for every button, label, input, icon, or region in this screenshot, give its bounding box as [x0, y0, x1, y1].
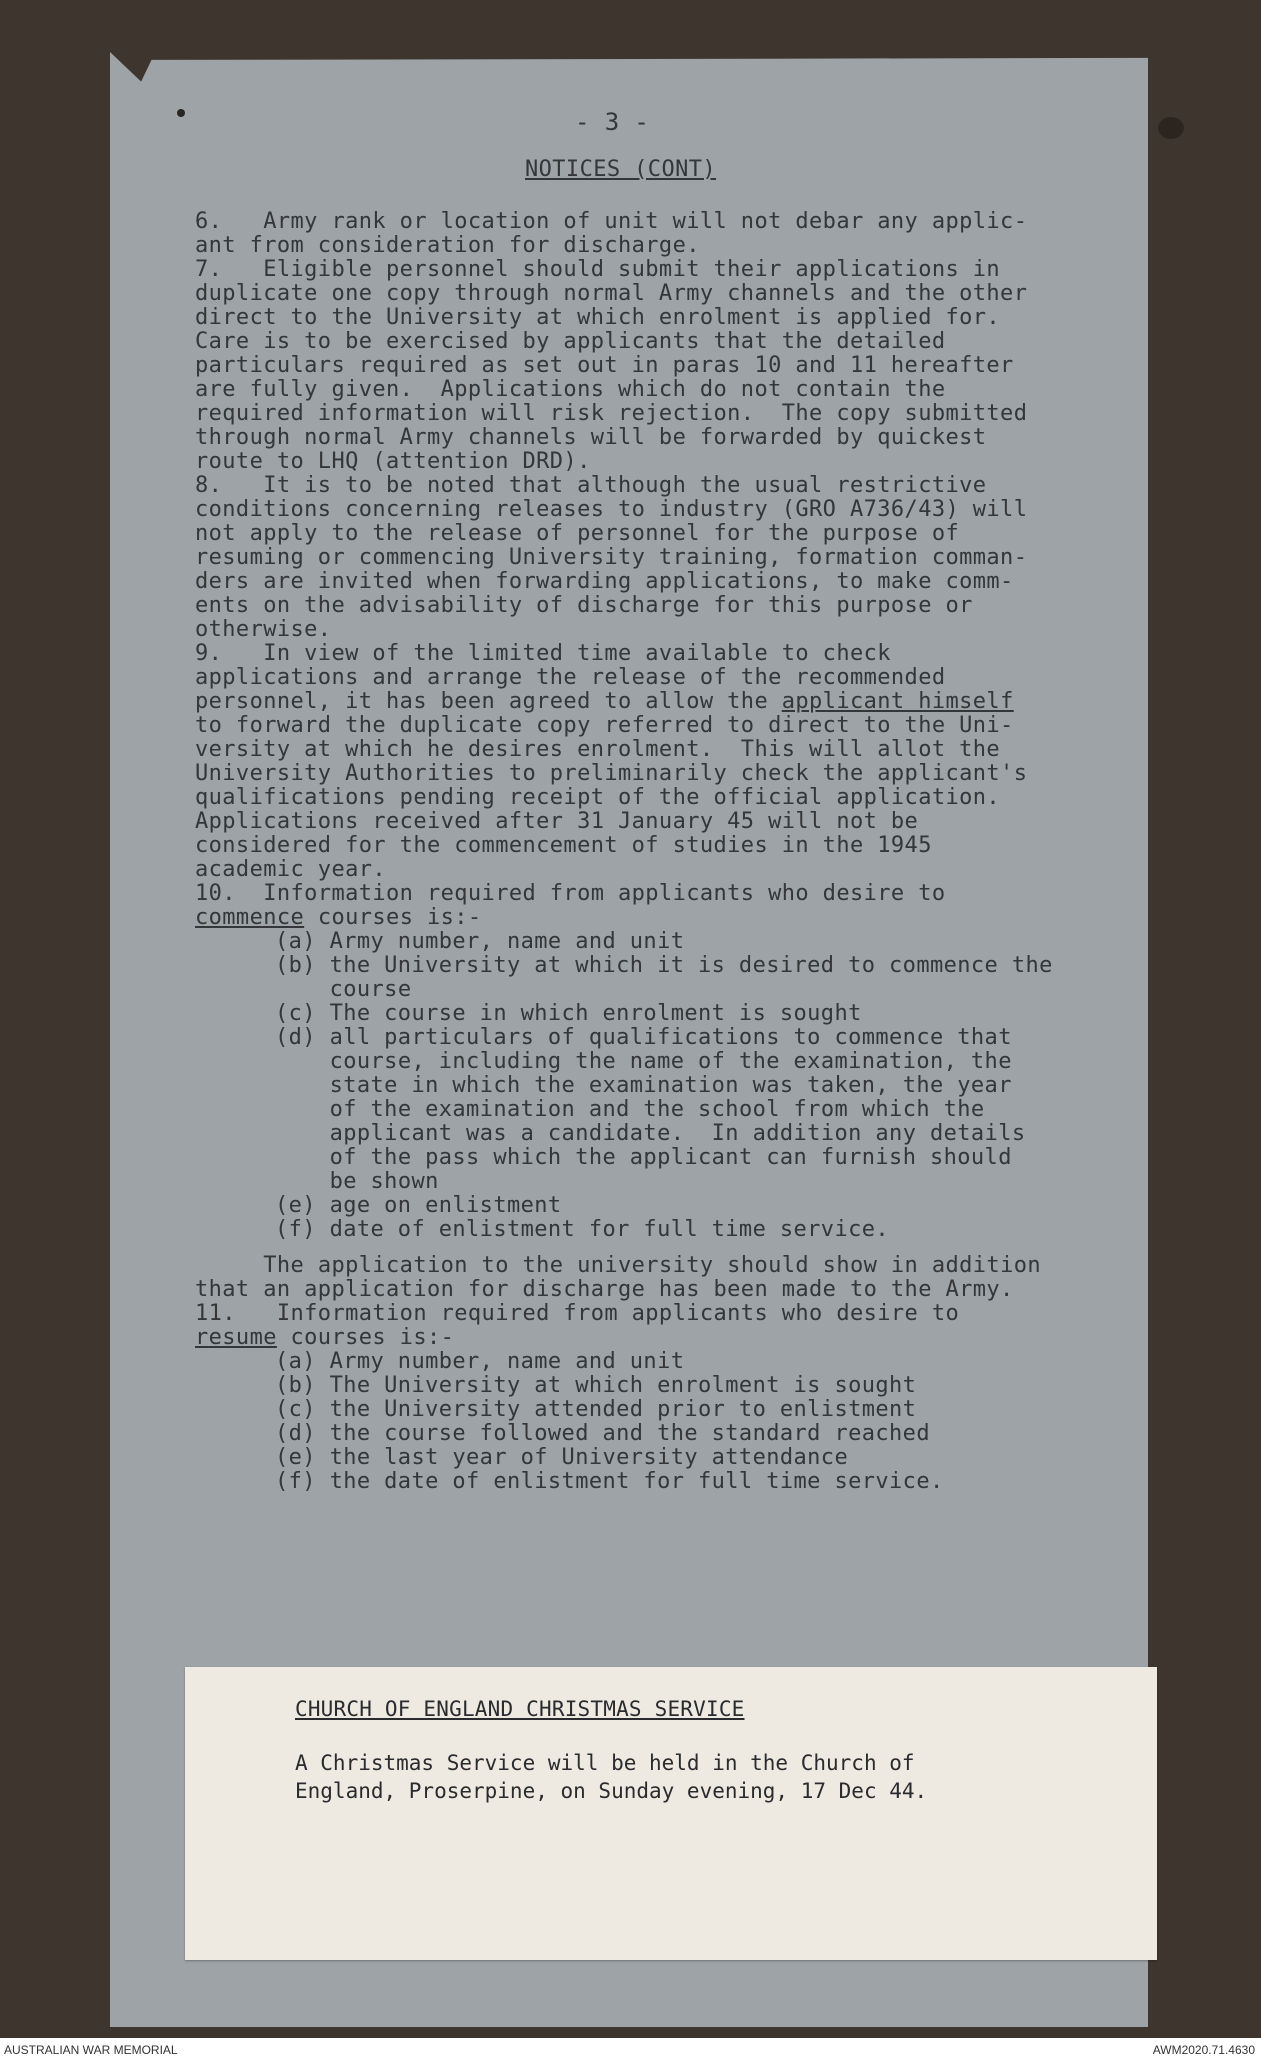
list-commence-requirements — [195, 930, 1125, 1242]
page-number: - 3 - — [575, 108, 650, 136]
paragraph-9-part-b: to forward the duplicate copy referred to direct to the Uni- versity at which he desires enrolment. This will allot the University Authorities to preliminarily check the applicant's qualifications pending receipt of the official application. Applications received after 31 January 45 will not be considered for the commencement of studies in the 1945 academic year. — [195, 713, 1028, 882]
footer-institution: AUSTRALIAN WAR MEMORIAL — [4, 2043, 178, 2057]
paragraph-6: 6. Army rank or location of unit will not debar any applic- ant from consideration for discharge. — [195, 209, 1028, 258]
list-item: (f) the date of enlistment for full time service. — [275, 1469, 944, 1494]
paragraph-10 — [195, 882, 1125, 930]
footer-accession-number: AWM2020.71.4630 — [1152, 2043, 1255, 2057]
list-item: (b) the University at which it is desired to commence the course — [275, 953, 1053, 1002]
punch-hole — [177, 109, 185, 117]
paragraph-8: 8. It is to be noted that although the usual restrictive conditions concerning releases to industry (GRO A736/43) will not apply to the release of personnel for the purpose of resuming or commencing University training, formation comman- ders are invited when forwarding applications, to make comm- ents on the advisability of discharge for this purpose or otherwise. — [195, 473, 1028, 642]
list-item: (d) the course followed and the standard reached — [275, 1421, 930, 1446]
footer-bar — [0, 2038, 1261, 2061]
paragraph-10-after: The application to the university should show in addition that an application for discharge has been made to the Army. — [195, 1253, 1042, 1302]
page-heading: NOTICES (CONT) — [525, 157, 717, 182]
paragraph-10-part-b: courses is:- — [304, 905, 482, 930]
list-item: (b) The University at which enrolment is sought — [275, 1373, 917, 1398]
paragraph-10-part-a: 10. Information required from applicants who desire to — [195, 881, 946, 906]
list-item: (d) all particulars of qualifications to commence that course, including the name of the examination, the state in which the examination was taken, the year of the examination and the school from which the applicant was a candidate. In addition any details of the pass which the applicant can furnish should be shown — [275, 1025, 1026, 1194]
list-item: (c) the University attended prior to enlistment — [275, 1397, 917, 1422]
paragraph-11-part-a: 11. Information required from applicants who desire to — [195, 1301, 960, 1326]
list-item: (e) the last year of University attendance — [275, 1445, 849, 1470]
paragraph-10-underlined: commence — [195, 905, 305, 930]
paragraph-9-part-a: 9. In view of the limited time available to check applications and arrange the release of the recommended personnel, it has been agreed to allow the — [195, 641, 946, 714]
paragraph-11-underlined: resume — [195, 1325, 277, 1350]
paragraph-11 — [195, 1302, 1125, 1350]
church-service-clipping — [185, 1667, 1157, 1960]
paragraph-9 — [195, 642, 1125, 882]
punch-hole — [1158, 117, 1184, 139]
list-item: (c) The course in which enrolment is sought — [275, 1001, 862, 1026]
notices-text — [195, 210, 1125, 1494]
paragraph-11-part-b: courses is:- — [276, 1325, 455, 1350]
list-item: (e) age on enlistment — [275, 1193, 562, 1218]
clipping-body: A Christmas Service will be held in the Church of England, Proserpine, on Sunday evening, 17 Dec 44. — [295, 1751, 928, 1803]
paragraph-9-underlined: applicant himself — [781, 689, 1014, 714]
list-item: (a) Army number, name and unit — [275, 929, 685, 954]
list-resume-requirements — [195, 1350, 1125, 1494]
list-item: (f) date of enlistment for full time service. — [275, 1217, 890, 1242]
clipping-title: CHURCH OF ENGLAND CHRISTMAS SERVICE — [295, 1697, 745, 1721]
list-item: (a) Army number, name and unit — [275, 1349, 685, 1374]
paragraph-7: 7. Eligible personnel should submit their applications in duplicate one copy through normal Army channels and the other direct to the University at which enrolment is applied for. Care is to be exercised by applicants that the detailed particulars required as set out in paras 10 and 11 hereafter are fully given. Applications which do not contain the required information will risk rejection. The copy submitted through normal Army channels will be forwarded by quickest route to LHQ (attention DRD). — [195, 257, 1028, 474]
